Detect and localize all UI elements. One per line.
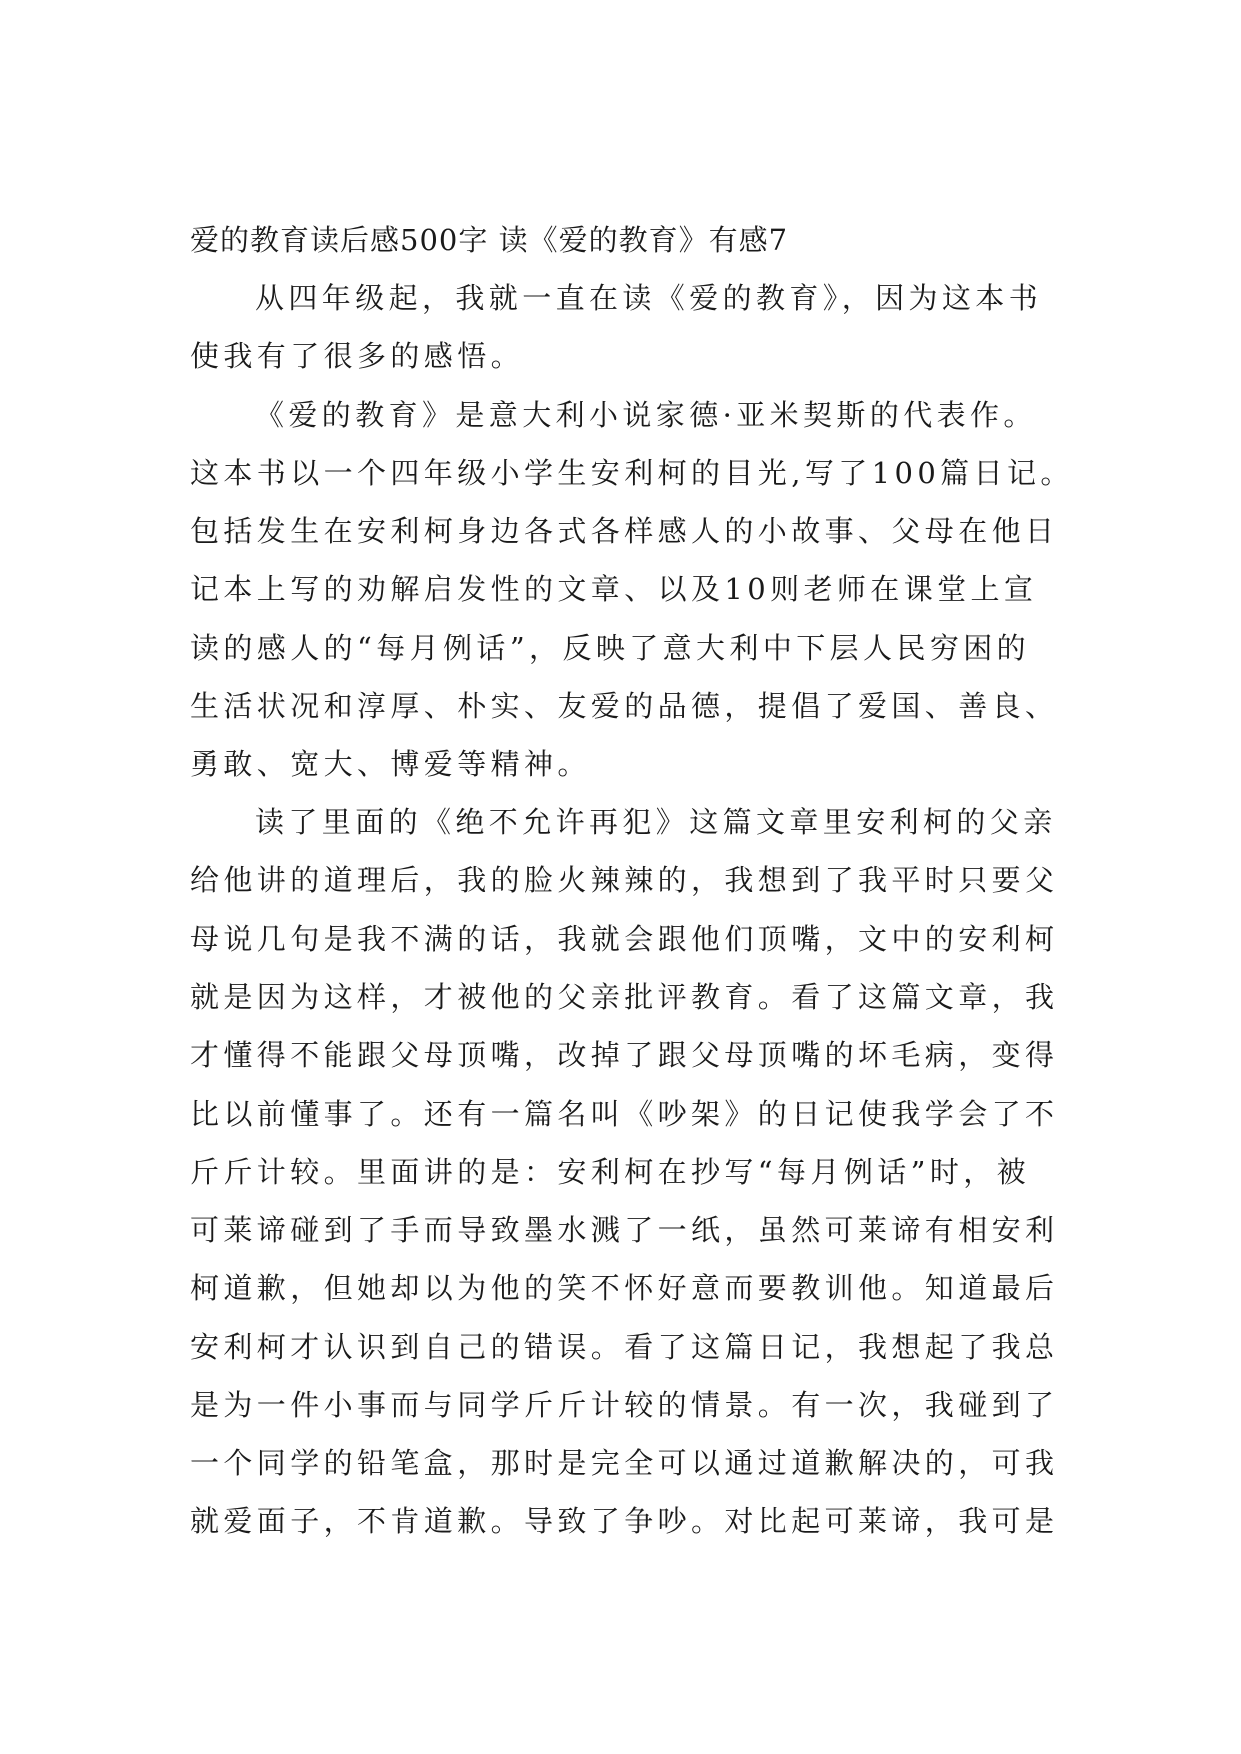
text-line: 读的感人的“每月例话”，反映了意大利中下层人民穷困的 xyxy=(190,631,1031,665)
text-line: 是为一件小事而与同学斤斤计较的情景。有一次，我碰到了 xyxy=(190,1388,1059,1422)
text-line: 给他讲的道理后，我的脸火辣辣的，我想到了我平时只要父 xyxy=(190,863,1059,897)
text-line: 就爱面子，不肯道歉。导致了争吵。对比起可莱谛，我可是 xyxy=(190,1504,1059,1538)
text-line: 这本书以一个四年级小学生安利柯的目光,写了100篇日记。 xyxy=(190,456,1074,490)
text-line: 勇敢、宽大、博爱等精神。 xyxy=(190,747,591,781)
text-line: 《爱的教育》是意大利小说家德·亚米契斯的代表作。 xyxy=(255,398,1037,432)
text-line: 母说几句是我不满的话，我就会跟他们顶嘴，文中的安利柯 xyxy=(190,922,1059,956)
text-line: 从四年级起，我就一直在读《爱的教育》，因为这本书 xyxy=(255,281,1043,315)
text-line: 记本上写的劝解启发性的文章、以及10则老师在课堂上宣 xyxy=(190,572,1038,606)
text-line: 生活状况和淳厚、朴实、友爱的品德，提倡了爱国、善良、 xyxy=(190,689,1059,723)
text-line: 读了里面的《绝不允许再犯》这篇文章里安利柯的父亲 xyxy=(255,805,1057,839)
text-line: 比以前懂事了。还有一篇名叫《吵架》的日记使我学会了不 xyxy=(190,1097,1059,1131)
text-line: 柯道歉，但她却以为他的笑不怀好意而要教训他。知道最后 xyxy=(190,1271,1059,1305)
text-line: 包括发生在安利柯身边各式各样感人的小故事、父母在他日 xyxy=(190,514,1059,548)
text-line: 安利柯才认识到自己的错误。看了这篇日记，我想起了我总 xyxy=(190,1330,1059,1364)
text-line: 就是因为这样，才被他的父亲批评教育。看了这篇文章，我 xyxy=(190,980,1059,1014)
text-line: 斤斤计较。里面讲的是：安利柯在抄写“每月例话”时，被 xyxy=(190,1155,1031,1189)
text-line: 使我有了很多的感悟。 xyxy=(190,339,525,373)
text-line: 一个同学的铅笔盒，那时是完全可以通过道歉解决的，可我 xyxy=(190,1446,1059,1480)
text-line: 可莱谛碰到了手而导致墨水溅了一纸，虽然可莱谛有相安利 xyxy=(190,1213,1059,1247)
document-title: 爱的教育读后感500字 读《爱的教育》有感7 xyxy=(190,223,789,257)
text-line: 才懂得不能跟父母顶嘴，改掉了跟父母顶嘴的坏毛病，变得 xyxy=(190,1038,1059,1072)
